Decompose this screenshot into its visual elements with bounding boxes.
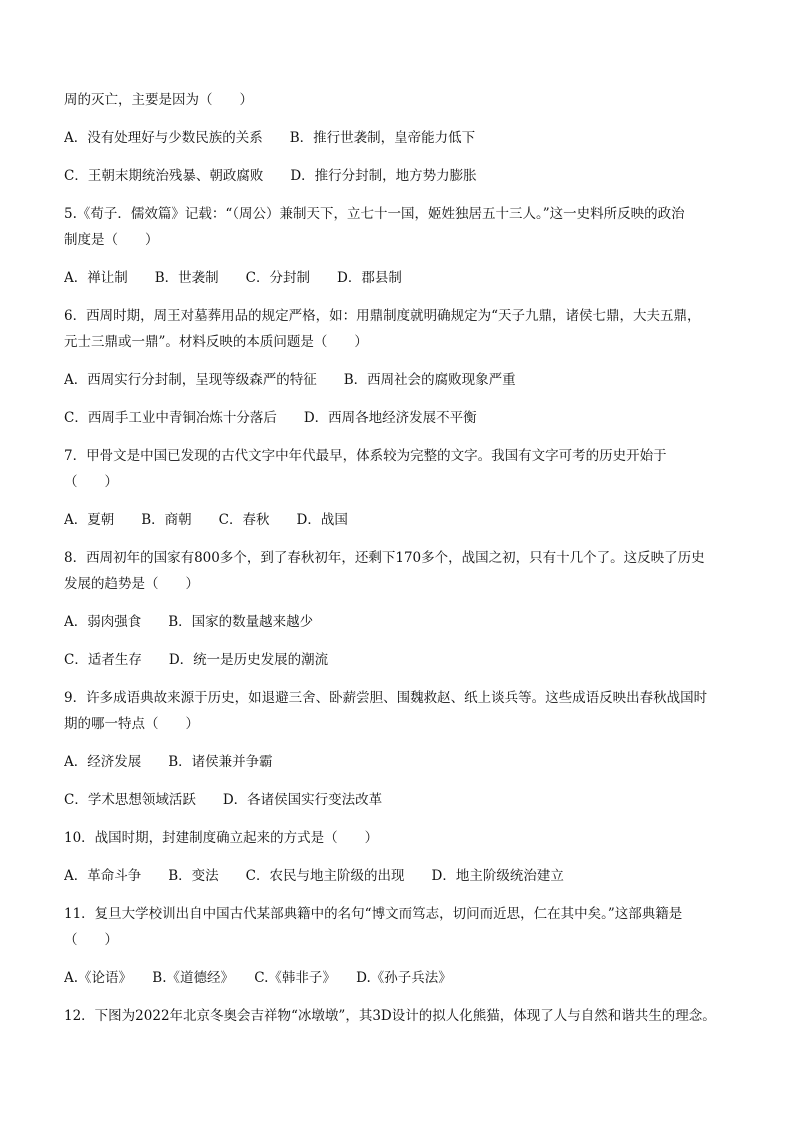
q9-options-ab: A．经济发展 B．诸侯兼并争霸 [64,754,273,770]
q9-stem-line-2: 期的哪一特点（ ） [64,716,199,732]
q8-stem-line-1: 8．西周初年的国家有800多个，到了春秋初年，还剩下170多个，战国之初，只有十几个了。这反映了历史 [64,550,705,566]
q9-options-cd: C．学术思想领域活跃 D．各诸侯国实行变法改革 [64,792,383,808]
q9-stem-line-1: 9．许多成语典故来源于历史，如退避三舍、卧薪尝胆、围魏救赵、纸上谈兵等。这些成语反映出春秋战国时 [64,690,708,706]
q6-options-cd: C．西周手工业中青铜冶炼十分落后 D．西周各地经济发展不平衡 [64,410,477,426]
q11-stem-line-2: （ ） [64,932,118,948]
q7-stem-line-2: （ ） [64,474,118,490]
q5-options: A．禅让制 B．世袭制 C．分封制 D．郡县制 [64,270,402,286]
q10-options: A．革命斗争 B．变法 C．农民与地主阶级的出现 D．地主阶级统治建立 [64,868,564,884]
q8-stem-line-2: 发展的趋势是（ ） [64,576,199,592]
q6-options-ab: A．西周实行分封制，呈现等级森严的特征 B．西周社会的腐败现象严重 [64,372,516,388]
q5-stem-line-2: 制度是（ ） [64,232,159,248]
q12-stem: 12．下图为2022年北京冬奥会吉祥物“冰墩墩”，其3D设计的拟人化熊猫，体现了人与自然和谐共生的理念。 [64,1008,716,1024]
q11-stem-line-1: 11．复旦大学校训出自中国古代某部典籍中的名句“博文而笃志，切问而近思，仁在其中矣。”这部典籍是 [64,906,683,922]
q7-stem-line-1: 7．甲骨文是中国已发现的古代文字中年代最早，体系较为完整的文字。我国有文字可考的历史开始于 [64,448,667,464]
q10-stem: 10．战国时期，封建制度确立起来的方式是（ ） [64,830,379,846]
q6-stem-line-1: 6．西周时期，周王对墓葬用品的规定严格，如：用鼎制度就明确规定为“天子九鼎，诸侯七鼎，大夫五鼎， [64,308,701,324]
q4-options-ab: A．没有处理好与少数民族的关系 B．推行世袭制，皇帝能力低下 [64,130,476,146]
q8-options-cd: C．适者生存 D．统一是历史发展的潮流 [64,652,329,668]
q6-stem-line-2: 元士三鼎或一鼎”。材料反映的本质问题是（ ） [64,334,368,350]
q11-options: A.《论语》 B.《道德经》 C.《韩非子》 D.《孙子兵法》 [64,970,452,986]
q7-options: A．夏朝 B．商朝 C．春秋 D．战国 [64,512,348,528]
q4-options-cd: C．王朝末期统治残暴、朝政腐败 D．推行分封制，地方势力膨胀 [64,168,477,184]
q5-stem-line-1: 5.《荀子．儒效篇》记载：“（周公）兼制天下，立七十一国，姬姓独居五十三人。”这一史料所反映的政治 [64,206,685,222]
q4-stem-end: 周的灭亡，主要是因为（ ） [64,92,253,108]
q8-options-ab: A．弱肉强食 B．国家的数量越来越少 [64,614,314,630]
